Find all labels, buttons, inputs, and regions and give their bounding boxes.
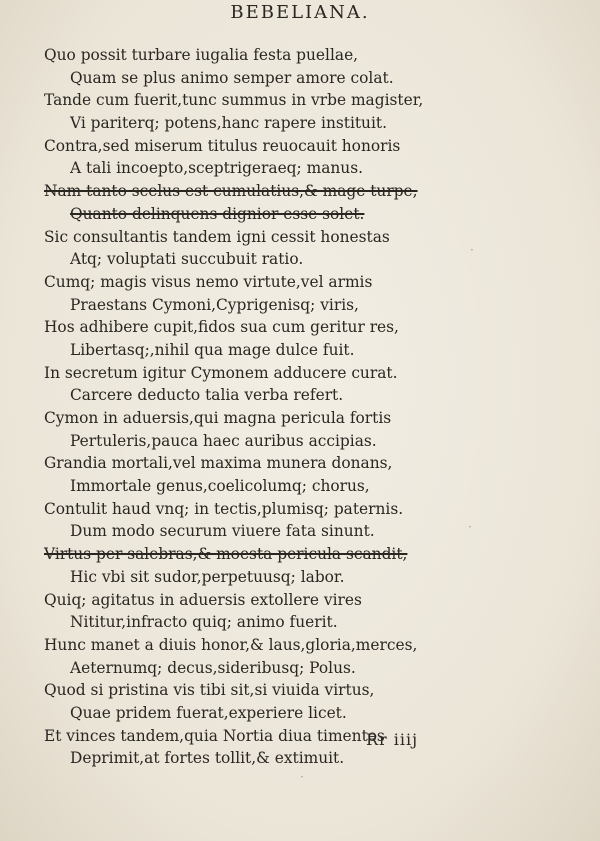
verse-line [44, 362, 464, 385]
verse-text: Virtus per salebras,& moesta pericula scandit, [44, 545, 408, 564]
verse-line [44, 67, 464, 90]
verse-text: Grandia mortali,vel maxima munera donans, [44, 454, 393, 473]
verse-line [44, 339, 464, 362]
verse-line [44, 226, 464, 249]
verse-text: Quo possit turbare iugalia festa puellae, [44, 46, 359, 64]
verse-text: Contra,sed miserum titulus reuocauit honoris [44, 136, 401, 155]
verse-text: A tali incoepto,sceptrigeraeq; manus. [70, 159, 363, 178]
verse-line [44, 475, 464, 498]
verse-text: Nam tanto scelus est cumulatius,& mage turpe, [44, 182, 418, 201]
verse-text: Quiq; agitatus in aduersis extollere vires [44, 590, 362, 609]
verse-text: Quam se plus animo semper amore colat. [70, 68, 394, 87]
verse-line [44, 316, 464, 339]
verse-line [44, 180, 464, 203]
verse-text: Praestans Cymoni,Cyprigenisq; viris, [70, 295, 359, 314]
verse-text: Immortale genus,coelicolumq; chorus, [70, 477, 370, 496]
margin-speck: · [468, 520, 472, 534]
verse-text: Hic vbi sit sudor,perpetuusq; labor. [70, 567, 345, 586]
verse-line [44, 611, 464, 634]
verse-line [44, 407, 464, 430]
verse-line [44, 89, 464, 112]
margin-speck: · [470, 243, 474, 257]
verse-text: Vi pariterq; potens,hanc rapere instituit. [70, 114, 387, 133]
verse-line [44, 679, 464, 702]
verse-line [44, 702, 464, 725]
margin-speck: · [300, 770, 304, 784]
verse-text: Cumq; magis visus nemo virtute,vel armis [44, 272, 373, 291]
verse-text: Hos adhibere cupit,fidos sua cum geritur res, [44, 318, 399, 337]
verse-line [44, 452, 464, 475]
verse-line [44, 271, 464, 294]
verse-text: In secretum igitur Cymonem adducere curat. [44, 363, 398, 382]
verse-text: Quod si pristina vis tibi sit,si viuida virtus, [44, 681, 375, 700]
verse-line [44, 589, 464, 612]
verse-line [44, 384, 464, 407]
verse-line [44, 657, 464, 680]
verse-line [44, 520, 464, 543]
verse-line [44, 135, 464, 158]
verse-text: Aeternumq; decus,sideribusq; Polus. [70, 658, 356, 677]
verse-text: Tande cum fuerit,tunc summus in vrbe magister, [44, 91, 424, 110]
verse-line [44, 294, 464, 317]
verse-text: Pertuleris,pauca haec auribus accipias. [70, 431, 377, 450]
verse-text: Hunc manet a diuis honor,& laus,gloria,merces, [44, 635, 418, 654]
verse-text: Et vinces tandem,quia Nortia diua timentes [44, 726, 385, 745]
verse-line [44, 44, 464, 67]
verse-text: Quanto delinquens dignior esse solet. [70, 204, 365, 223]
verse-text: Sic consultantis tandem igni cessit honestas [44, 227, 390, 246]
verse-line [44, 543, 464, 566]
verse-text: Nititur,infracto quiq; animo fuerit. [70, 613, 338, 632]
verse-text: Quae pridem fuerat,experiere licet. [70, 703, 347, 722]
verse-text: Contulit haud vnq; in tectis,plumisq; paternis. [44, 499, 404, 518]
signature-mark: Rr iiij [366, 730, 419, 749]
running-head: BEBELIANA. [230, 2, 370, 23]
verse-line [44, 112, 464, 135]
verse-block [44, 44, 464, 770]
verse-line [44, 634, 464, 657]
verse-text: Deprimit,at fortes tollit,& extimuit. [70, 749, 345, 768]
verse-text: Dum modo securum viuere fata sinunt. [70, 522, 375, 541]
verse-text: Atq; voluptati succubuit ratio. [70, 250, 304, 269]
verse-line [44, 498, 464, 521]
verse-line [44, 747, 464, 770]
verse-text: Libertasq;,nihil qua mage dulce fuit. [70, 340, 355, 359]
verse-text: Cymon in aduersis,qui magna pericula fortis [44, 409, 392, 427]
verse-line [44, 203, 464, 226]
verse-line [44, 430, 464, 453]
verse-text: Carcere deducto talia verba refert. [70, 386, 344, 405]
verse-line [44, 248, 464, 271]
verse-line [44, 157, 464, 180]
verse-line [44, 566, 464, 589]
